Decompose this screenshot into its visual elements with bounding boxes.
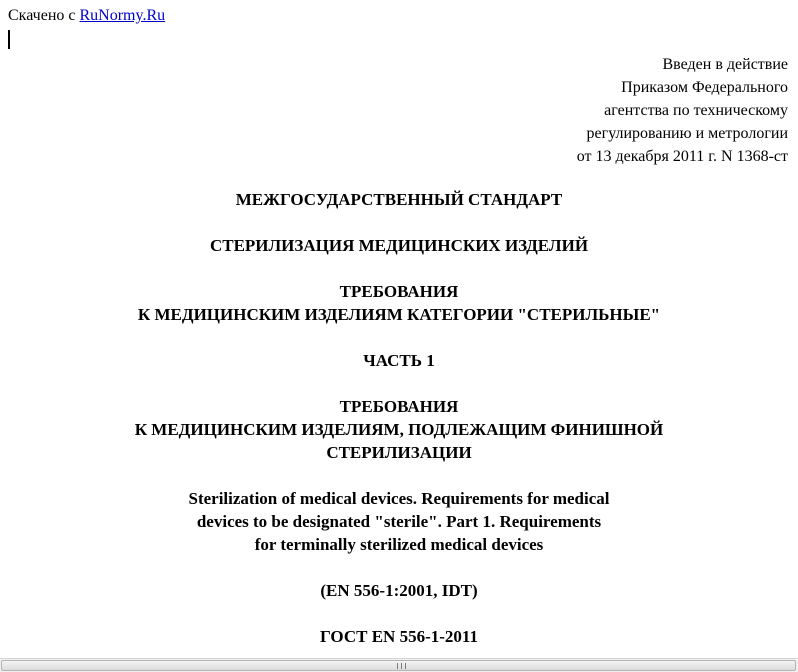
part-title-heading: [0, 395, 798, 464]
approval-line: Введен в действие: [662, 56, 788, 73]
requirements-title-heading: [0, 280, 798, 326]
english-title-line: devices to be designated "sterile". Part 1. Requirements: [196, 512, 602, 531]
grip-icon: [397, 663, 406, 669]
text-cursor: [8, 30, 10, 49]
english-title-line: Sterilization of medical devices. Requirements for medical: [188, 489, 610, 508]
gost-number: ГОСТ EN 556-1-2011: [320, 627, 478, 646]
gost-designation: [0, 625, 798, 648]
scrollbar-thumb[interactable]: [1, 660, 796, 671]
approval-line: агентства по техническому: [604, 102, 788, 119]
approval-line: Приказом Федерального: [621, 79, 788, 96]
english-title-line: for terminally sterilized medical devices: [254, 535, 544, 554]
approval-line: регулированию и метрологии: [586, 125, 788, 142]
source-prefix: Скачено с: [8, 7, 76, 24]
part-title-line: СТЕРИЛИЗАЦИИ: [326, 443, 472, 462]
standard-type: МЕЖГОСУДАРСТВЕННЫЙ СТАНДАРТ: [235, 190, 563, 209]
equivalent-reference: (EN 556-1:2001, IDT): [320, 581, 478, 600]
main-title-heading: [0, 234, 798, 257]
equivalent-standard: [0, 579, 798, 602]
source-line: [8, 6, 165, 26]
part-title-line: К МЕДИЦИНСКИМ ИЗДЕЛИЯМ, ПОДЛЕЖАЩИМ ФИНИШНОЙ: [134, 420, 664, 439]
requirements-title-line: К МЕДИЦИНСКИМ ИЗДЕЛИЯМ КАТЕГОРИИ "СТЕРИЛЬНЫЕ": [137, 305, 661, 324]
requirements-title-line: ТРЕБОВАНИЯ: [339, 282, 459, 301]
approval-block: [577, 53, 788, 168]
main-title: СТЕРИЛИЗАЦИЯ МЕДИЦИНСКИХ ИЗДЕЛИЙ: [209, 236, 589, 255]
english-title-heading: [0, 487, 798, 556]
source-link[interactable]: RuNormy.Ru: [79, 7, 166, 24]
approval-line: от 13 декабря 2011 г. N 1368-ст: [576, 148, 788, 165]
part-title-line: ТРЕБОВАНИЯ: [339, 397, 459, 416]
horizontal-scrollbar[interactable]: [0, 658, 798, 672]
part-heading: [0, 349, 798, 372]
standard-type-heading: [0, 188, 798, 211]
part-number: ЧАСТЬ 1: [363, 351, 435, 370]
